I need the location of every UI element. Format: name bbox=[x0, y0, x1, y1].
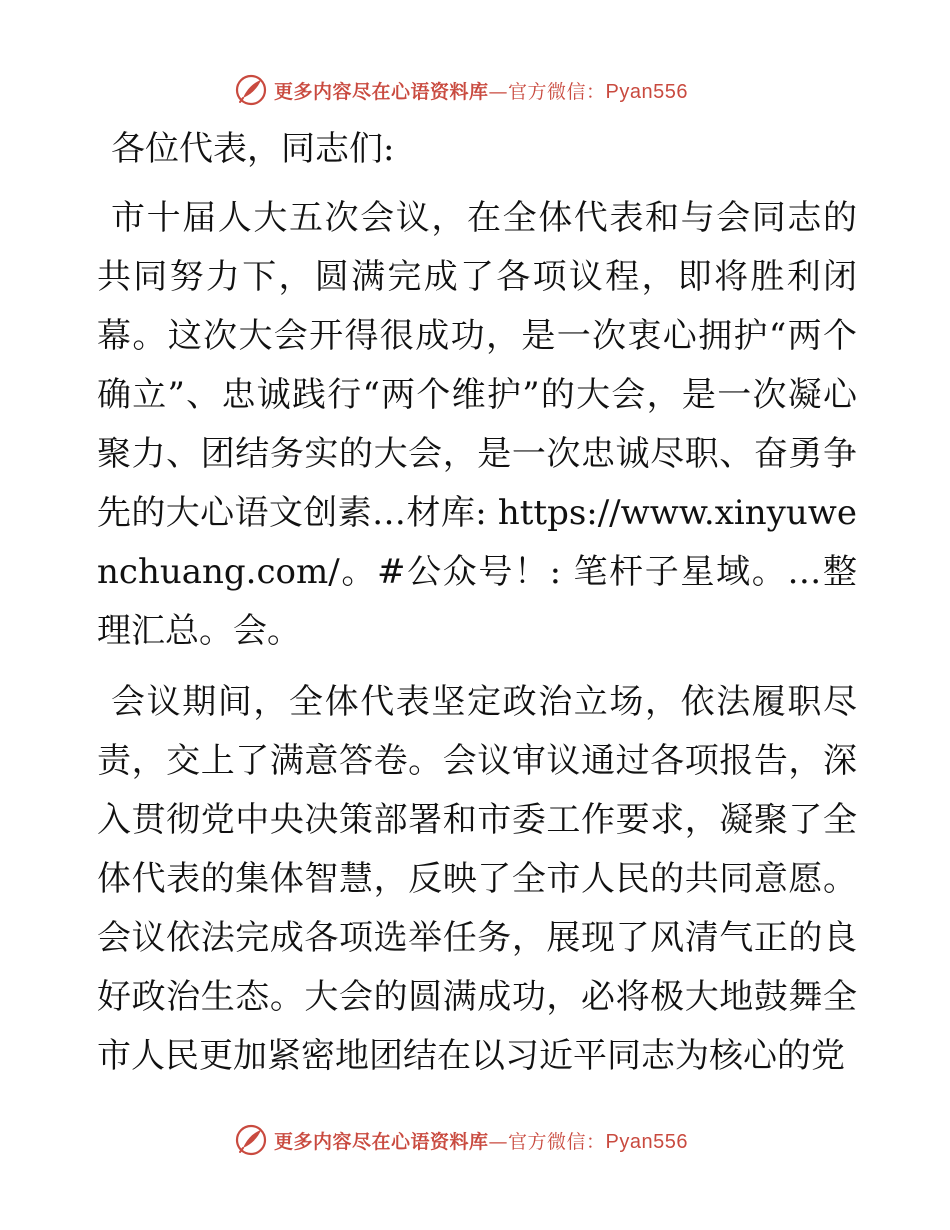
banner-brand: 更多内容尽在心语资料库 bbox=[274, 80, 489, 103]
banner-contact: 官方微信： bbox=[508, 1130, 606, 1153]
banner-handle: Pyan556 bbox=[605, 80, 688, 103]
paragraph-2: 会议期间，全体代表坚定政治立场，依法履职尽责，交上了满意答卷。会议审议通过各项报告，深入贯彻党中央决策部署和市委工作要求，凝聚了全体代表的集体智慧，反映了全市人民的共同意愿。会议依法完成各项选举任务，展现了风清气正的良好政治生态。大会的圆满成功，必将极大地鼓舞全市人民更加紧密地团结在以习近平同志为核心的党 bbox=[97, 682, 857, 1076]
banner-text bbox=[274, 1127, 688, 1154]
feather-pen-logo-icon bbox=[234, 1123, 268, 1157]
header-watermark-banner bbox=[234, 72, 714, 108]
banner-separator: — bbox=[488, 80, 509, 103]
banner-handle: Pyan556 bbox=[605, 1130, 688, 1153]
banner-brand: 更多内容尽在心语资料库 bbox=[274, 1130, 489, 1153]
banner-contact: 官方微信： bbox=[508, 80, 606, 103]
footer-watermark-banner bbox=[234, 1122, 714, 1158]
banner-text bbox=[274, 77, 688, 104]
document-body bbox=[97, 120, 857, 1098]
salutation: 各位代表，同志们: bbox=[111, 129, 395, 169]
paragraph-1: 市十届人大五次会议，在全体代表和与会同志的共同努力下，圆满完成了各项议程，即将胜利闭幕。这次大会开得很成功，是一次衷心拥护“两个确立”、忠诚践行“两个维护”的大会，是一次凝心聚力、团结务实的大会，是一次忠诚尽职、奋勇争先的大心语文创素…材库: https://www.xinyuwenchuang.com/。#公众号！: 笔杆子星域。…整理汇总。会。 bbox=[97, 198, 857, 651]
feather-pen-logo-icon bbox=[234, 73, 268, 107]
banner-separator: — bbox=[488, 1130, 509, 1153]
